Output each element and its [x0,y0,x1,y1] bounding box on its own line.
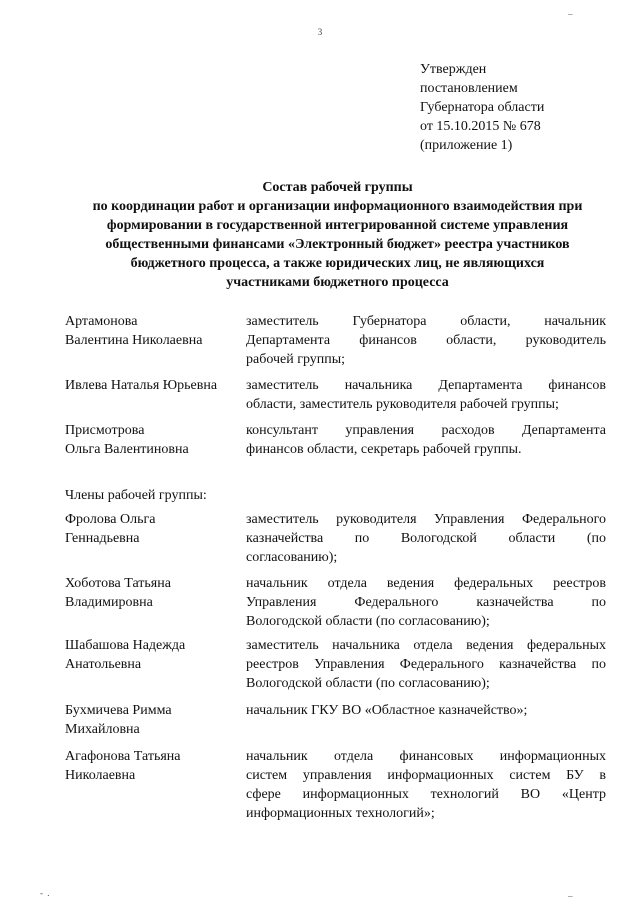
name-line: Хоботова Татьяна [65,576,171,591]
name-line: Геннадьевна [65,531,140,546]
scan-mark-bottom-right: _ [568,888,574,898]
role-line: заместитель Губернатора области, начальник [246,314,606,329]
approval-line: от 15.10.2015 № 678 [420,119,541,134]
person-name [65,636,241,674]
name-line: Валентина Николаевна [65,333,203,348]
title-line: бюджетного процесса, а также юридических лиц, не являющихся [130,256,545,271]
role-line: систем управления информационных систем БУ в [246,768,606,783]
title-line: по координации работ и организации информационного взаимодействия при [92,199,583,214]
person-role [246,376,606,414]
role-line: Вологодской области (по согласованию); [246,676,490,691]
role-line: начальник отдела ведения федеральных реестров [246,576,606,591]
approval-block [420,60,544,155]
approval-line: (приложение 1) [420,138,513,153]
person-role [246,747,606,823]
person-role [246,701,606,720]
name-line: Ивлева Наталья Юрьевна [65,378,218,393]
role-line: области, заместитель руководителя рабочей группы; [246,397,559,412]
title-line: общественными финансами «Электронный бюджет» реестра участников [105,237,570,252]
name-line: Артамонова [65,314,138,329]
role-line: финансов области, секретарь рабочей группы. [246,442,522,457]
person-name [65,376,241,395]
approval-line: Губернатора области [420,100,545,115]
role-line: Департамента финансов области, руководитель [246,333,606,348]
person-role [246,510,606,567]
role-line: реестров Управления Федерального казначейства по [246,657,606,672]
role-line: информационных технологий»; [246,806,435,821]
page-number: 3 [317,27,323,37]
role-line: консультант управления расходов Департамента [246,423,606,438]
approval-line: постановлением [420,81,518,96]
document-title [70,178,605,292]
person-role [246,636,606,693]
name-line: Николаевна [65,768,136,783]
role-line: заместитель руководителя Управления Федерального [246,512,606,527]
title-line: участниками бюджетного процесса [226,275,449,290]
scan-mark-bottom-left: - . [40,888,51,898]
name-line: Бухмичева Римма [65,703,172,718]
name-line: Ольга Валентиновна [65,442,189,457]
person-name [65,421,241,459]
role-line: начальник отдела финансовых информационных [246,749,606,764]
role-line: казначейства по Вологодской области (по [246,531,606,546]
person-role [246,312,606,369]
name-line: Владимировна [65,595,153,610]
person-role [246,421,606,459]
scan-mark-top-right: _ [568,6,574,16]
person-name [65,312,241,350]
name-line: Присмотрова [65,423,145,438]
role-line: заместитель начальника Департамента финансов [246,378,606,393]
name-line: Агафонова Татьяна [65,749,181,764]
members-heading: Члены рабочей группы: [65,488,207,503]
role-line: согласованию); [246,550,338,565]
person-name [65,574,241,612]
title-line: Состав рабочей группы [262,180,413,195]
name-line: Фролова Ольга [65,512,156,527]
role-line: заместитель начальника отдела ведения федеральных [246,638,606,653]
approval-line: Утвержден [420,62,487,77]
role-line: рабочей группы; [246,352,346,367]
person-name [65,510,241,548]
title-line: формировании в государственной интегрированной системе управления [106,218,569,233]
role-line: Вологодской области (по согласованию); [246,614,490,629]
name-line: Анатольевна [65,657,142,672]
person-name [65,747,241,785]
role-line: Управления Федерального казначейства по [246,595,606,610]
name-line: Михайловна [65,722,140,737]
role-line: сфере информационных технологий ВО «Центр [246,787,606,802]
name-line: Шабашова Надежда [65,638,186,653]
person-name [65,701,241,739]
person-role [246,574,606,631]
role-line: начальник ГКУ ВО «Областное казначейство»; [246,703,528,718]
